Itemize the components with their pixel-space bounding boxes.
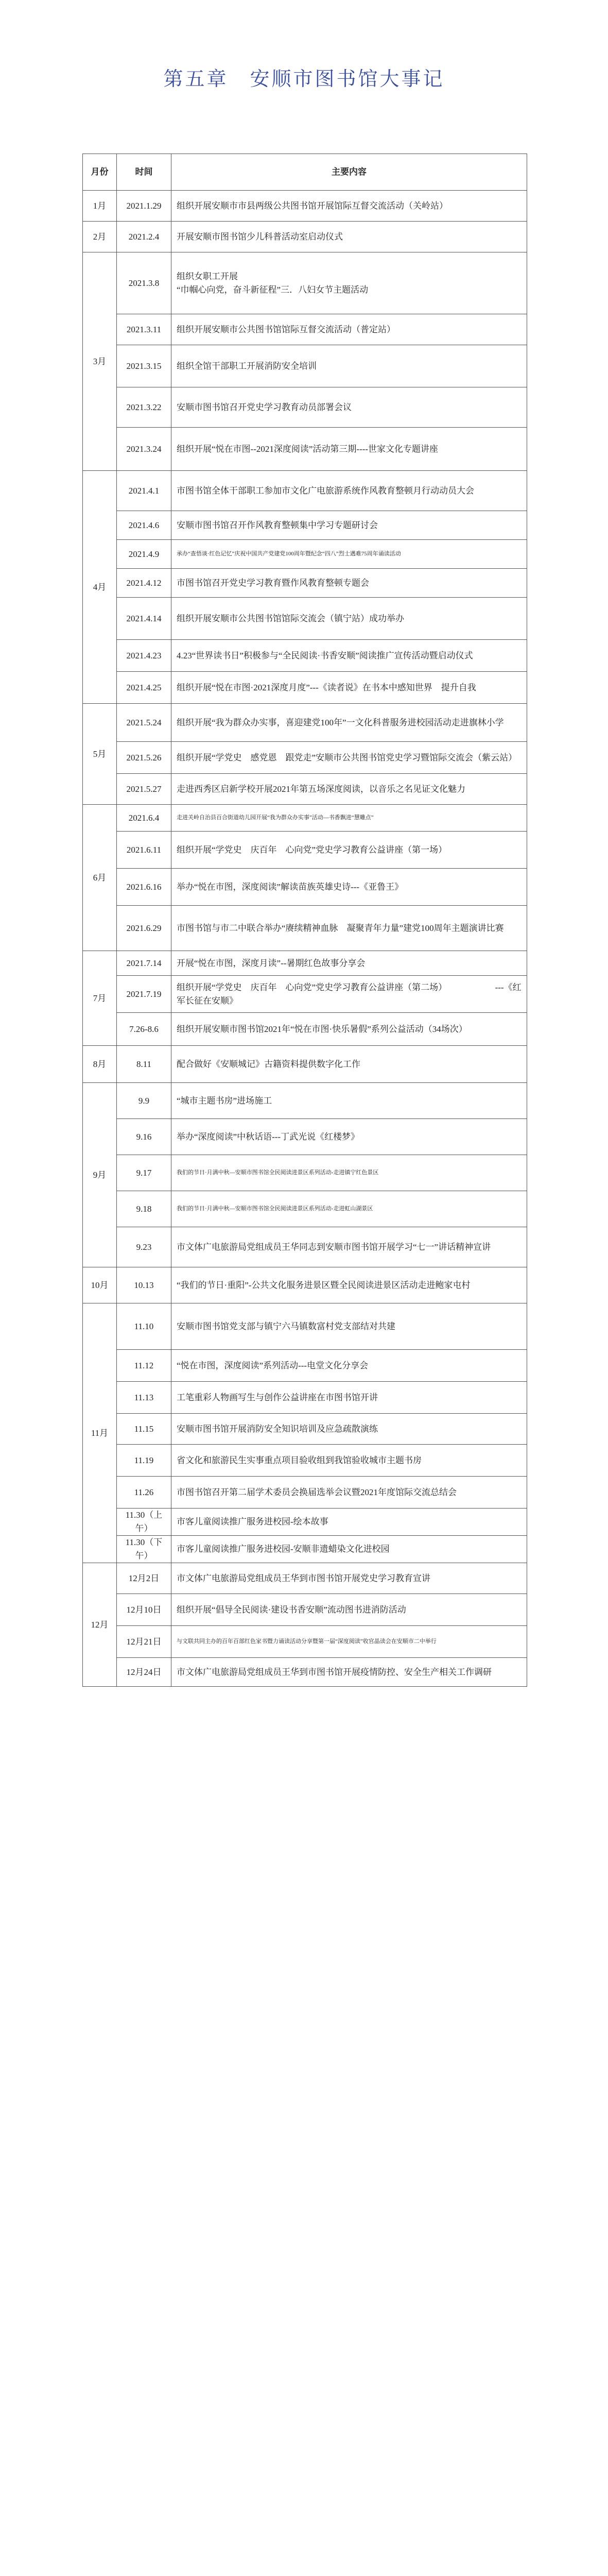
date-cell: 2021.3.22 (117, 387, 171, 428)
content-cell: 市客儿童阅读推广服务进校园-绘本故事 (171, 1509, 527, 1536)
date-cell: 11.10 (117, 1303, 171, 1350)
content-cell: 开展“悦在市图，深度月读”--暑期红色故事分享会 (171, 951, 527, 976)
content-cell: 市图书馆全体干部职工参加市文化广电旅游系统作风教育整顿月行动动员大会 (171, 471, 527, 511)
date-cell: 2021.6.29 (117, 906, 171, 951)
month-cell: 9月 (83, 1083, 117, 1267)
table-row (83, 314, 527, 345)
content-cell: 组织开展安顺市公共图书馆馆际互督交流活动（普定站） (171, 314, 527, 345)
date-cell: 2021.2.4 (117, 222, 171, 252)
date-cell: 12月21日 (117, 1626, 171, 1658)
date-cell: 12月10日 (117, 1594, 171, 1626)
table-header-row (83, 154, 527, 191)
content-cell: “悦在市图，深度阅读”系列活动---电堂文化分享会 (171, 1350, 527, 1382)
table-row (83, 1267, 527, 1303)
table-row (83, 774, 527, 805)
content-cell: 市图书馆召开党史学习教育暨作风教育整顿专题会 (171, 569, 527, 598)
table-row (83, 1594, 527, 1626)
date-cell: 2021.4.14 (117, 598, 171, 640)
date-cell: 11.13 (117, 1382, 171, 1414)
table-row (83, 1626, 527, 1658)
content-cell: 市文体广电旅游局党组成员王华到市图书馆开展疫情防控、安全生产相关工作调研 (171, 1658, 527, 1687)
content-cell: “我们的节日·重阳”-公共文化服务进景区暨全民阅读进景区活动走进鲍家屯村 (171, 1267, 527, 1303)
date-cell: 12月24日 (117, 1658, 171, 1687)
table-row (83, 1013, 527, 1046)
date-cell: 2021.6.11 (117, 832, 171, 869)
date-cell: 2021.3.11 (117, 314, 171, 345)
content-cell: 组织开展安顺市图书馆2021年“悦在市图·快乐暑假”系列公益活动（34场次） (171, 1013, 527, 1046)
header-month: 月份 (83, 154, 117, 191)
content-cell: 市文体广电旅游局党组成员王华到市图书馆开展党史学习教育宣讲 (171, 1563, 527, 1594)
table-row (83, 569, 527, 598)
table-row (83, 222, 527, 252)
content-cell: 配合做好《安顺城记》古籍资料提供数字化工作 (171, 1046, 527, 1083)
date-cell: 11.26 (117, 1477, 171, 1509)
date-cell: 9.16 (117, 1119, 171, 1155)
table-row (83, 1083, 527, 1119)
content-cell: “城市主题书房”进场施工 (171, 1083, 527, 1119)
month-cell: 12月 (83, 1563, 117, 1687)
date-cell: 2021.5.27 (117, 774, 171, 805)
content-cell: 安顺市图书馆召开党史学习教育动员部署会议 (171, 387, 527, 428)
date-cell: 2021.1.29 (117, 191, 171, 222)
table-row (83, 1155, 527, 1191)
table-row (83, 252, 527, 314)
table-row (83, 1191, 527, 1227)
month-cell: 10月 (83, 1267, 117, 1303)
date-cell: 2021.4.1 (117, 471, 171, 511)
content-cell: 市图书馆与市二中联合举办“赓续精神血脉 凝聚青年力量”建党100周年主题演讲比赛 (171, 906, 527, 951)
table-row (83, 1536, 527, 1563)
content-cell: 举办“悦在市图，深度阅读”解读苗族英雄史诗---《亚鲁王》 (171, 869, 527, 906)
content-cell: 4.23“世界读书日”积极参与“全民阅读·书香安顺”阅读推广宣传活动暨启动仪式 (171, 640, 527, 672)
date-cell: 8.11 (117, 1046, 171, 1083)
content-cell: 组织开展“悦在市图--2021深度阅读”活动第三期----世家文化专题讲座 (171, 428, 527, 471)
month-cell: 1月 (83, 191, 117, 222)
content-cell: 组织开展“学党史 庆百年 心向党”党史学习教育公益讲座（第一场） (171, 832, 527, 869)
events-table (82, 154, 527, 1687)
table-row (83, 832, 527, 869)
table-row (83, 428, 527, 471)
content-cell: 市文体广电旅游局党组成员王华同志到安顺市图书馆开展学习“七一”讲话精神宣讲 (171, 1227, 527, 1267)
date-cell: 2021.4.25 (117, 672, 171, 704)
table-row (83, 704, 527, 742)
month-cell: 3月 (83, 252, 117, 471)
table-row (83, 1046, 527, 1083)
content-cell: 组织开展“学党史 感党恩 跟党走”安顺市公共图书馆党史学习暨馆际交流会（紫云站） (171, 742, 527, 774)
content-cell: 组织女职工开展 “巾帼心向党，奋斗新征程”三．八妇女节主题活动 (171, 252, 527, 314)
date-cell: 2021.3.8 (117, 252, 171, 314)
table-row (83, 511, 527, 540)
table-row (83, 1445, 527, 1477)
month-cell: 5月 (83, 704, 117, 805)
content-cell: 组织开展安顺市市县两级公共图书馆开展馆际互督交流活动（关岭站） (171, 191, 527, 222)
header-date: 时间 (117, 154, 171, 191)
content-cell: 我们的节日·月满中秋—安顺市图书馆全民阅读进景区系列活动-走进镇宁红色景区 (171, 1155, 527, 1191)
date-cell: 2021.4.9 (117, 540, 171, 569)
content-cell: 我们的节日·月满中秋—安顺市图书馆全民阅读进景区系列活动-走进虹山湖景区 (171, 1191, 527, 1227)
content-cell: 省文化和旅游民生实事重点项目验收组到我馆验收城市主题书房 (171, 1445, 527, 1477)
table-row (83, 976, 527, 1013)
table-row (83, 1414, 527, 1445)
table-row (83, 672, 527, 704)
content-cell: 组织开展“倡导全民阅读·建设书香安顺”流动图书进消防活动 (171, 1594, 527, 1626)
table-row (83, 1303, 527, 1350)
date-cell: 9.9 (117, 1083, 171, 1119)
date-cell: 2021.4.6 (117, 511, 171, 540)
table-row (83, 1382, 527, 1414)
table-row (83, 742, 527, 774)
date-cell: 11.30（下午） (117, 1536, 171, 1563)
table-row (83, 598, 527, 640)
date-cell: 2021.4.12 (117, 569, 171, 598)
content-cell: 市客儿童阅读推广服务进校园-安顺非遗蜡染文化进校园 (171, 1536, 527, 1563)
date-cell: 7.26-8.6 (117, 1013, 171, 1046)
table-row (83, 1350, 527, 1382)
table-row (83, 951, 527, 976)
table-row (83, 345, 527, 387)
table-row (83, 1509, 527, 1536)
table-row (83, 1477, 527, 1509)
table-row (83, 1119, 527, 1155)
date-cell: 2021.6.16 (117, 869, 171, 906)
date-cell: 2021.5.24 (117, 704, 171, 742)
table-row (83, 906, 527, 951)
table-row (83, 471, 527, 511)
page-title: 第五章 安顺市图书馆大事记 (163, 69, 445, 90)
date-cell: 10.13 (117, 1267, 171, 1303)
table-row (83, 387, 527, 428)
content-cell: 组织开展安顺市公共图书馆馆际交流会（镇宁站）成功举办 (171, 598, 527, 640)
table-row (83, 640, 527, 672)
table-row (83, 1563, 527, 1594)
content-cell: 组织开展“我为群众办实事，喜迎建党100年”一文化科普服务进校园活动走进旗林小学 (171, 704, 527, 742)
content-cell: 组织开展“学党史 庆百年 心向党”党史学习教育公益讲座（第二场） ---《红军长征在安顺》 (171, 976, 527, 1013)
date-cell: 2021.7.14 (117, 951, 171, 976)
content-cell: 走进关岭自治县百合街道幼儿园开展“我为群众办实事”活动—书香飘进“慧雕点” (171, 805, 527, 832)
table-row (83, 540, 527, 569)
content-cell: 走进西秀区启新学校开展2021年第五场深度阅读，以音乐之名见证文化魅力 (171, 774, 527, 805)
date-cell: 2021.7.19 (117, 976, 171, 1013)
table-row (83, 869, 527, 906)
header-content: 主要内容 (171, 154, 527, 191)
date-cell: 11.30（上午） (117, 1509, 171, 1536)
date-cell: 11.15 (117, 1414, 171, 1445)
table-row (83, 1227, 527, 1267)
content-cell: 举办“深度阅读”中秋话语---丁武光说《红楼梦》 (171, 1119, 527, 1155)
content-cell: 安顺市图书馆开展消防安全知识培训及应急疏散演练 (171, 1414, 527, 1445)
month-cell: 11月 (83, 1303, 117, 1563)
content-cell: 工笔重彩人物画写生与创作公益讲座在市图书馆开讲 (171, 1382, 527, 1414)
month-cell: 2月 (83, 222, 117, 252)
content-cell: 开展安顺市图书馆少儿科普活动室启动仪式 (171, 222, 527, 252)
date-cell: 2021.3.15 (117, 345, 171, 387)
content-cell: 安顺市图书馆召开作风教育整顿集中学习专题研讨会 (171, 511, 527, 540)
content-cell: 组织全馆干部职工开展消防安全培训 (171, 345, 527, 387)
month-cell: 4月 (83, 471, 117, 704)
content-cell: 承办“查悟谈·红色记忆”庆祝中国共产党建党100周年暨纪念“四八”烈士遇难75周年诵读活动 (171, 540, 527, 569)
date-cell: 2021.5.26 (117, 742, 171, 774)
date-cell: 9.23 (117, 1227, 171, 1267)
date-cell: 11.12 (117, 1350, 171, 1382)
month-cell: 7月 (83, 951, 117, 1046)
date-cell: 2021.3.24 (117, 428, 171, 471)
table-body (83, 191, 527, 1687)
content-cell: 与文联共同主办的百年百部红色家书暨力诵读活动分享暨第一届“深度阅读”收官晶读会在安顺市二中举行 (171, 1626, 527, 1658)
date-cell: 9.18 (117, 1191, 171, 1227)
date-cell: 2021.6.4 (117, 805, 171, 832)
table-row (83, 191, 527, 222)
date-cell: 2021.4.23 (117, 640, 171, 672)
month-cell: 8月 (83, 1046, 117, 1083)
table-row (83, 805, 527, 832)
month-cell: 6月 (83, 805, 117, 951)
content-cell: 市图书馆召开第二届学术委员会换届选举会议暨2021年度馆际交流总结会 (171, 1477, 527, 1509)
date-cell: 12月2日 (117, 1563, 171, 1594)
date-cell: 9.17 (117, 1155, 171, 1191)
content-cell: 安顺市图书馆党支部与镇宁六马镇数富村党支部结对共建 (171, 1303, 527, 1350)
content-cell: 组织开展“悦在市图·2021深度月度”---《读者说》在书本中感知世界 提升自我 (171, 672, 527, 704)
date-cell: 11.19 (117, 1445, 171, 1477)
table-row (83, 1658, 527, 1687)
